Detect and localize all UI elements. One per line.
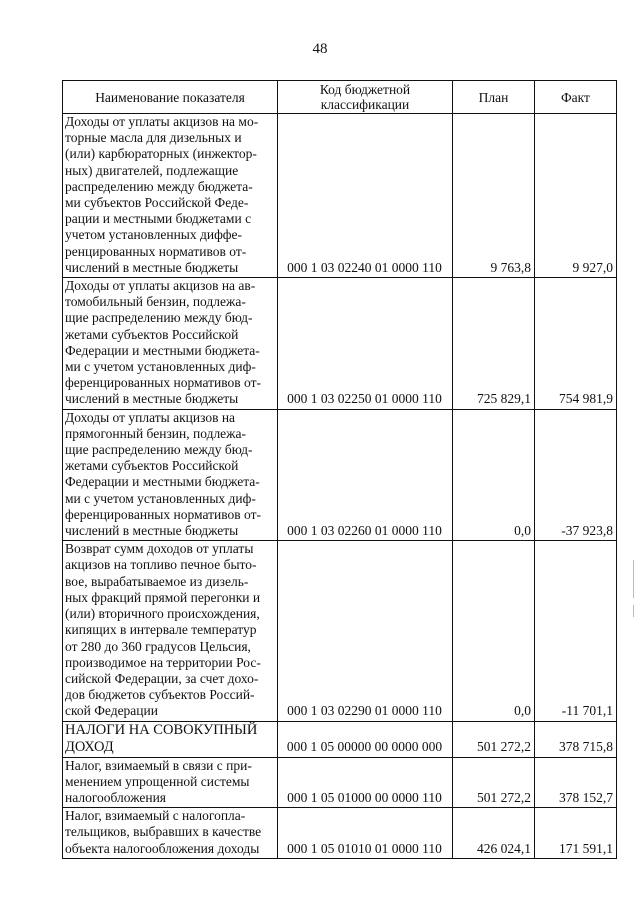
table-row: [63, 409, 617, 541]
row-fact-value: 9 927,0: [535, 114, 617, 278]
table-row: [63, 808, 617, 859]
table-header-row: [63, 81, 617, 114]
row-fact-value: 754 981,9: [535, 278, 617, 410]
row-plan-value: 426 024,1: [453, 808, 535, 859]
row-indicator-name: Возврат сумм доходов от уплаты акцизов на топливо печное быто- вое, вырабатываемое из дизель- ных фракций прямой перегонки и (или) вторичного происхождения, кипящих в интервале температур от 280 до 360 градусов Цельсия, производимое на территории Рос- сийской Федерации, за счет дохо- дов бюджетов субъектов Россий- ской Федерации: [63, 541, 278, 721]
page-number: 48: [312, 41, 328, 57]
header-fact: Факт: [535, 81, 617, 114]
header-budget-code: Код бюджетной классификации: [278, 81, 453, 114]
row-indicator-name: Доходы от уплаты акцизов на ав- томобильный бензин, подлежа- щие распределению между бюд- жетами субъектов Российской Федерации и местными бюджета- ми с учетом установленных диф- ференцированных нормативов от- числений в местные бюджеты: [63, 278, 278, 410]
row-plan-value: 9 763,8: [453, 114, 535, 278]
row-plan-value: 0,0: [453, 541, 535, 721]
row-budget-code: 000 1 03 02240 01 0000 110: [278, 114, 453, 278]
row-budget-code: 000 1 03 02260 01 0000 110: [278, 409, 453, 541]
table-row: [63, 278, 617, 410]
table-row: [63, 541, 617, 721]
row-budget-code: 000 1 05 01010 01 0000 110: [278, 808, 453, 859]
row-budget-code: 000 1 05 00000 00 0000 000: [278, 721, 453, 757]
row-indicator-name: Налог, взимаемый с налогопла- тельщиков, выбравших в качестве объекта налогообложения доходы: [63, 808, 278, 859]
row-indicator-name: Доходы от уплаты акцизов на прямогонный бензин, подлежа- щие распределению между бюд- жетами субъектов Российской Федерации и местными бюджета- ми с учетом установленных диф- ференцированных нормативов от- числений в местные бюджеты: [63, 409, 278, 541]
row-fact-value: 171 591,1: [535, 808, 617, 859]
budget-revenue-table: [62, 80, 617, 859]
row-indicator-name: НАЛОГИ НА СОВОКУПНЫЙ ДОХОД: [63, 721, 278, 757]
row-fact-value: 378 152,7: [535, 757, 617, 808]
row-indicator-name: Налог, взимаемый в связи с при- менением упрощенной системы налогообложения: [63, 757, 278, 808]
row-fact-value: -37 923,8: [535, 409, 617, 541]
row-plan-value: 725 829,1: [453, 278, 535, 410]
row-plan-value: 0,0: [453, 409, 535, 541]
row-budget-code: 000 1 03 02290 01 0000 110: [278, 541, 453, 721]
row-plan-value: 501 272,2: [453, 757, 535, 808]
scan-edge-mark: [633, 560, 634, 598]
header-indicator-name: Наименование показателя: [63, 81, 278, 114]
table-row-section: [63, 721, 617, 757]
header-plan: План: [453, 81, 535, 114]
table-row: [63, 114, 617, 278]
row-budget-code: 000 1 03 02250 01 0000 110: [278, 278, 453, 410]
scan-edge-mark: [633, 605, 634, 617]
row-plan-value: 501 272,2: [453, 721, 535, 757]
row-fact-value: -11 701,1: [535, 541, 617, 721]
row-budget-code: 000 1 05 01000 00 0000 110: [278, 757, 453, 808]
row-indicator-name: Доходы от уплаты акцизов на мо- торные масла для дизельных и (или) карбюраторных (инжектор- ных) двигателей, подлежащие распределению между бюджета- ми субъектов Российской Феде- рации и местными бюджетами с учетом установленных диффе- ренцированных нормативов от- числений в местные бюджеты: [63, 114, 278, 278]
row-fact-value: 378 715,8: [535, 721, 617, 757]
table-row: [63, 757, 617, 808]
